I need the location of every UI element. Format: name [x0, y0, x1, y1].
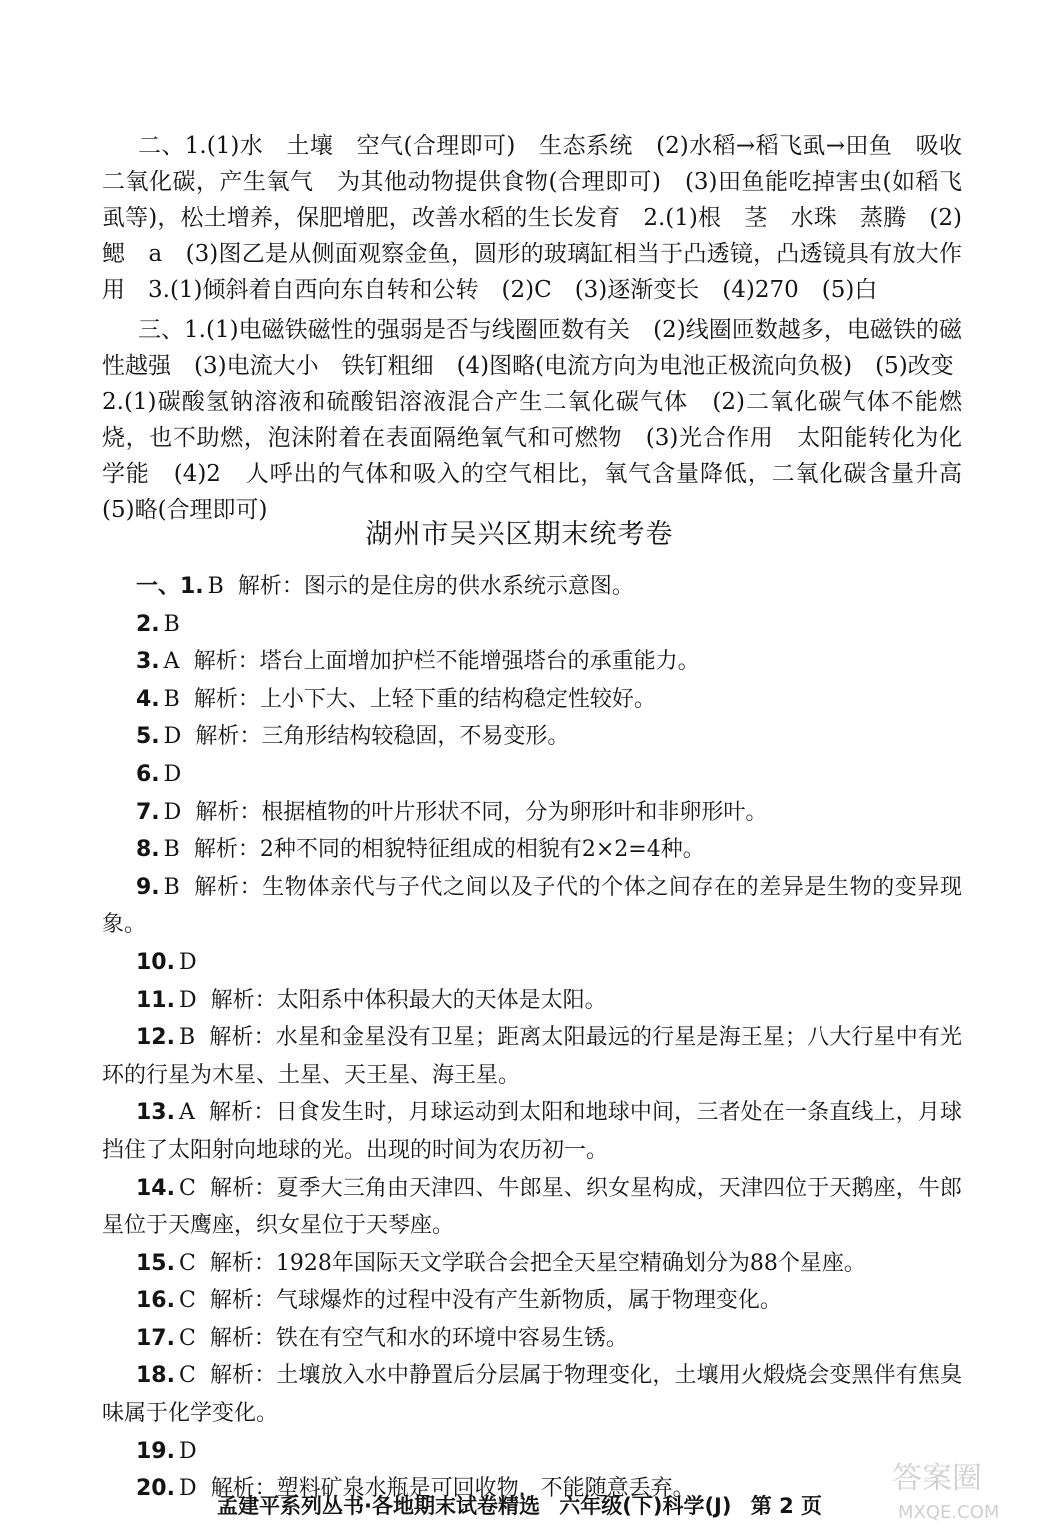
- answer-letter: B: [163, 686, 180, 712]
- analysis-label: 解析：: [193, 837, 260, 863]
- answer-number: 6.: [136, 761, 160, 787]
- answer-number: 11.: [136, 987, 175, 1013]
- answer-letter: B: [163, 837, 180, 863]
- analysis-text: 上小下大、上轻下重的结构稳定性较好。: [259, 686, 656, 712]
- answer-letter: C: [178, 1325, 196, 1351]
- analysis-text: 铁在有空气和水的环境中容易生锈。: [275, 1325, 628, 1351]
- answer-item: [102, 1320, 962, 1358]
- watermark-logo: [888, 1448, 1018, 1526]
- answer-number: 5.: [136, 724, 160, 750]
- answer-number: 7.: [136, 799, 160, 825]
- answer-letter: D: [163, 724, 182, 750]
- answer-item: [102, 643, 962, 681]
- answer-number: 3.: [136, 649, 160, 675]
- analysis-label: 解析：: [210, 987, 277, 1013]
- answer-letter: C: [178, 1250, 196, 1276]
- answer-item: [102, 1282, 962, 1320]
- analysis-text: 1928年国际天文学联合会把全天星空精确划分为88个星座。: [275, 1250, 866, 1276]
- answer-number: 8.: [136, 837, 160, 863]
- watermark-url: MXQE.COM: [898, 1502, 1000, 1523]
- answer-item: [102, 1433, 962, 1471]
- analysis-text: 塑料矿泉水瓶是可回收物，不能随意丢弃。: [276, 1476, 695, 1502]
- answer-number: 19.: [136, 1438, 175, 1464]
- answer-letter: A: [163, 649, 180, 675]
- analysis-text: 土壤放入水中静置后分层属于物理变化，土壤用火煅烧会变黑伴有焦臭味属于化学变化。: [102, 1363, 962, 1427]
- answer-letter: C: [178, 1288, 196, 1314]
- exam-title: 湖州市吴兴区期末统考卷: [365, 519, 674, 550]
- page-footer: [0, 1490, 1039, 1520]
- analysis-text: 夏季大三角由天津四、牛郎星、织女星构成，天津四位于天鹅座，牛郎星位于天鹰座，织女星位于天琴座。: [102, 1175, 962, 1239]
- analysis-label: 解析：: [208, 1100, 276, 1126]
- answer-number: 10.: [136, 949, 175, 975]
- answer-number: 20.: [136, 1476, 175, 1502]
- analysis-text: 日食发生时，月球运动到太阳和地球中间，三者处在一条直线上，月球挡住了太阳射向地球的光。出现的时间为农历初一。: [102, 1100, 962, 1163]
- section-two-paragraph: 二、1.(1)水 土壤 空气(合理即可) 生态系统 (2)水稻→稻飞虱→田鱼 吸收二氧化碳，产生氧气 为其他动物提供食物(合理即可) (3)田鱼能吃掉害虫(如稻飞虱等)，松土增养，保肥增肥，改善水稻的生长发育 2.(1)根 茎 水珠 蒸腾 (2)鳃 a (3)图乙是从侧面观察金鱼，圆形的玻璃缸相当于凸透镜，凸透镜具有放大作用 3.(1)倾斜着自西向东自转和公转 (2)C (3)逐渐变长 (4)270 (5)白: [102, 133, 962, 303]
- analysis-label: 解析：: [195, 799, 262, 825]
- answer-letter: B: [163, 611, 180, 637]
- analysis-label: 解析：: [210, 1476, 277, 1502]
- analysis-label: 解析：: [193, 874, 263, 900]
- analysis-text: 根据植物的叶片形状不同，分为卵形叶和非卵形叶。: [261, 799, 768, 825]
- answer-letter: B: [178, 1025, 196, 1051]
- section-three-answers: [102, 312, 985, 528]
- answer-item: [102, 1094, 962, 1169]
- answer-item: [102, 831, 962, 869]
- answer-item: [102, 982, 962, 1020]
- analysis-label: 解析：: [237, 574, 304, 599]
- answer-number: 12.: [136, 1025, 175, 1051]
- analysis-text: 太阳系中体积最大的天体是太阳。: [276, 987, 607, 1013]
- series-name: 孟建平系列丛书·各地期末试卷精选: [216, 1494, 540, 1518]
- analysis-label: 解析：: [209, 1250, 276, 1276]
- answer-item: [102, 944, 962, 982]
- analysis-text: 生物体亲代与子代之间以及子代的个体之间存在的差异是生物的变异现象。: [102, 874, 962, 938]
- answer-letter: C: [178, 1363, 196, 1389]
- answer-letter: D: [178, 987, 197, 1013]
- analysis-text: 三角形结构较稳固，不易变形。: [261, 724, 570, 750]
- answer-letter: D: [178, 1476, 197, 1502]
- answer-number: 15.: [136, 1250, 175, 1276]
- answer-letter: D: [178, 1438, 197, 1464]
- answer-letter: A: [178, 1100, 195, 1126]
- analysis-text: 气球爆炸的过程中没有产生新物质，属于物理变化。: [275, 1288, 782, 1314]
- answer-item: [102, 718, 962, 756]
- answer-list: [102, 568, 962, 1508]
- answer-item: [102, 1357, 962, 1432]
- answer-number: 16.: [136, 1288, 175, 1314]
- answer-number: 13.: [136, 1100, 175, 1126]
- answer-number: 17.: [136, 1325, 175, 1351]
- answer-item: [102, 1245, 962, 1283]
- watermark-icon: [888, 1448, 1018, 1526]
- answer-item: [102, 606, 962, 644]
- answer-number: 2.: [136, 611, 160, 637]
- answer-item: [102, 568, 962, 606]
- analysis-label: 解析：: [209, 1175, 277, 1201]
- answer-letter: D: [163, 761, 182, 787]
- analysis-label: 解析：: [209, 1363, 277, 1389]
- analysis-text: 2种不同的相貌特征组成的相貌有2×2=4种。: [259, 837, 705, 863]
- answer-number: 18.: [136, 1363, 175, 1389]
- answer-number: 9.: [136, 874, 160, 900]
- watermark-text: 答案圈: [892, 1461, 982, 1496]
- answer-number: 14.: [136, 1175, 175, 1201]
- analysis-text: 水星和金星没有卫星；距离太阳最远的行星是海王星；八大行星中有光环的行星为木星、土星、天王星、海王星。: [102, 1025, 962, 1088]
- answer-item: [102, 1170, 962, 1245]
- answer-letter: D: [163, 799, 182, 825]
- answer-letter: B: [163, 874, 180, 900]
- answer-letter: D: [178, 949, 197, 975]
- analysis-label: 解析：: [209, 1288, 276, 1314]
- answer-item: [102, 681, 962, 719]
- section-two-answers: [102, 128, 962, 308]
- answer-item: [102, 794, 962, 832]
- analysis-label: 解析：: [195, 724, 262, 750]
- analysis-label: 解析：: [193, 649, 260, 675]
- analysis-text: 塔台上面增加护栏不能增强塔台的承重能力。: [259, 649, 700, 675]
- answer-item: [102, 869, 962, 944]
- answer-letter: C: [178, 1175, 196, 1201]
- grade-subject: 六年级(下)科学(J): [559, 1494, 732, 1518]
- section-three-paragraph-2: 2.(1)碳酸氢钠溶液和硫酸铝溶液混合产生二氧化碳气体 (2)二氧化碳气体不能燃烧，也不助燃，泡沫附着在表面隔绝氧气和可燃物 (3)光合作用 太阳能转化为化学能 (4)2 人呼出的气体和吸入的空气相比，氧气含量降低，二氧化碳含量升高 (5)略(合理即可): [102, 389, 985, 523]
- analysis-label: 解析：: [209, 1325, 276, 1351]
- analysis-label: 解析：: [209, 1025, 276, 1051]
- page-number: 第 2 页: [750, 1494, 823, 1518]
- answer-item: [102, 1019, 962, 1094]
- answer-number: 一、1.: [136, 574, 204, 599]
- analysis-text: 图示的是住房的供水系统示意图。: [303, 574, 634, 599]
- analysis-label: 解析：: [193, 686, 260, 712]
- answer-number: 4.: [136, 686, 160, 712]
- answer-letter: B: [207, 574, 224, 599]
- section-three-paragraph-1: 三、1.(1)电磁铁磁性的强弱是否与线圈匝数有关 (2)线圈匝数越多，电磁铁的磁性越强 (3)电流大小 铁钉粗细 (4)图略(电流方向为电池正极流向负极) (5)改变: [102, 317, 962, 379]
- answer-item: [102, 756, 962, 794]
